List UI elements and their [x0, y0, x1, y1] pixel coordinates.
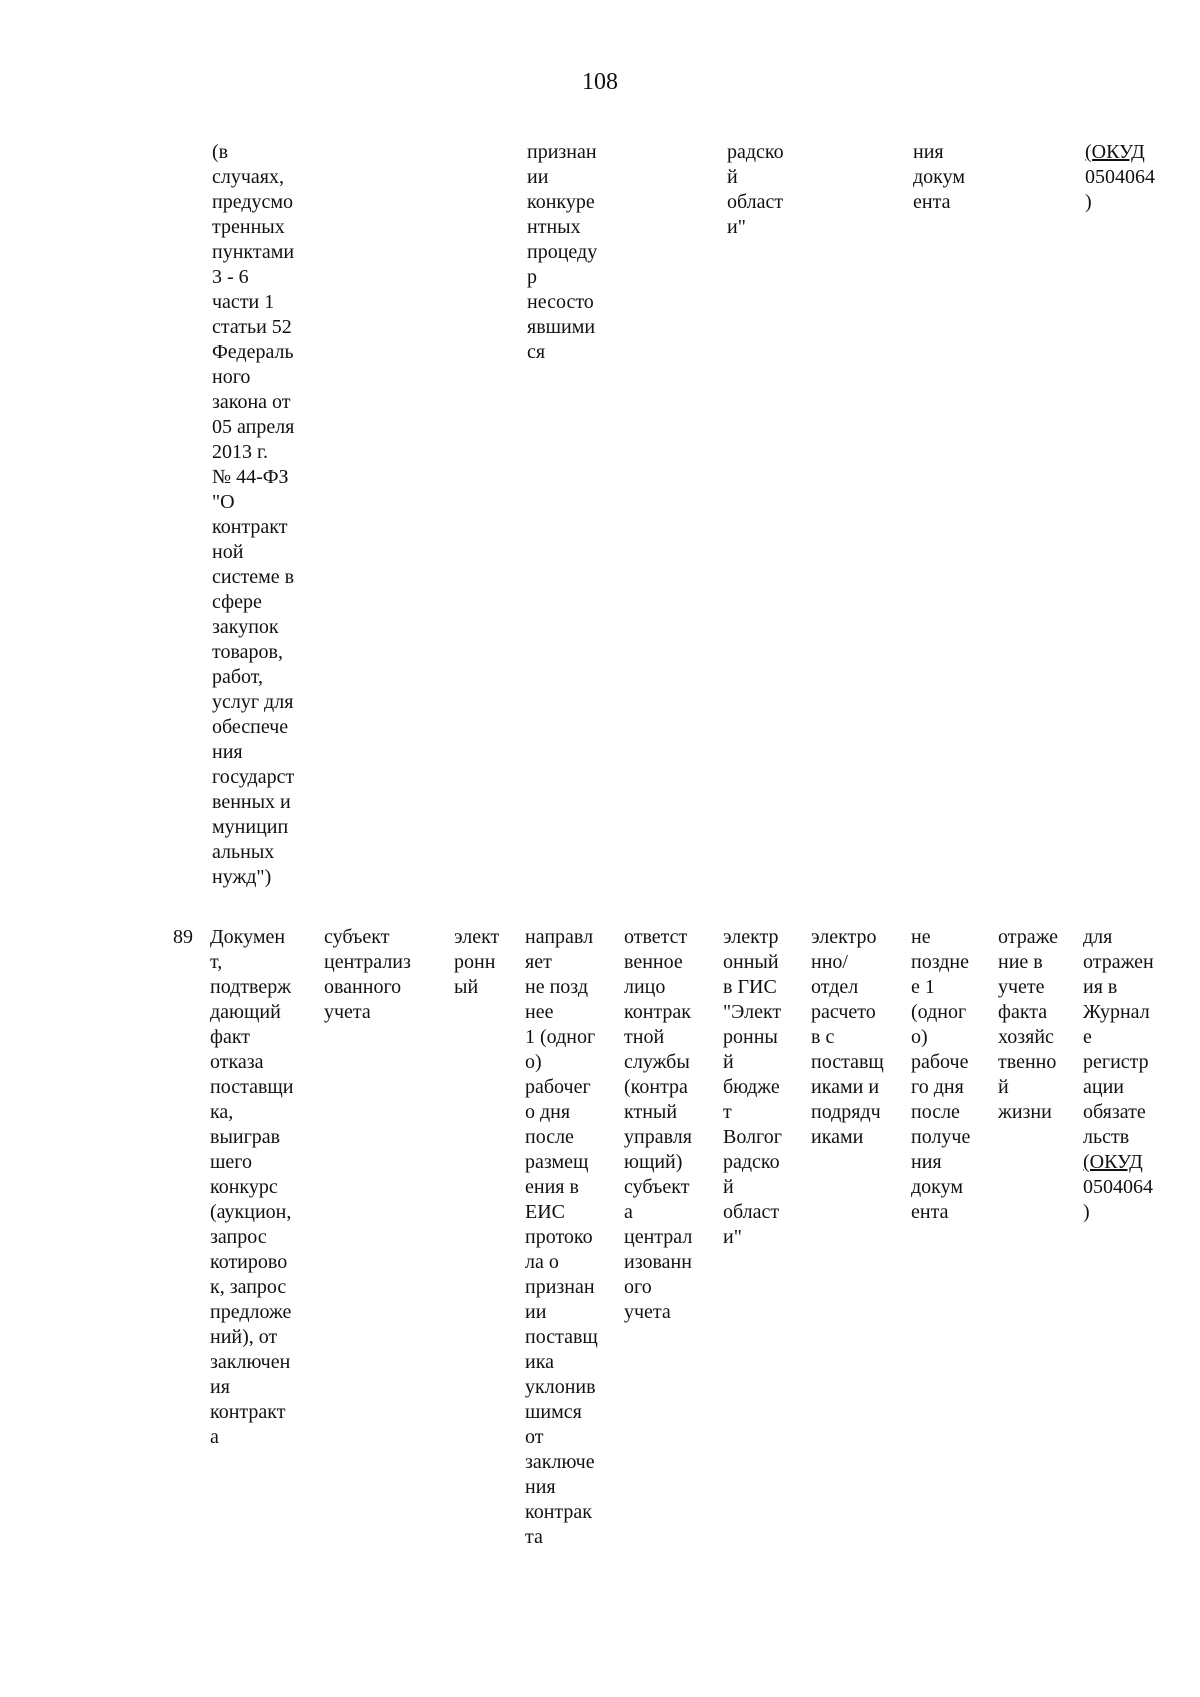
cell-line: после: [525, 1126, 574, 1148]
cell-line: ента: [911, 1201, 949, 1223]
cell-line: государст: [212, 766, 295, 788]
cell-line: ента: [913, 191, 951, 213]
cell-line: к, запрос: [210, 1276, 287, 1298]
cell-line: о): [525, 1051, 542, 1073]
cell-line: ия в: [1083, 976, 1118, 998]
row-number: 89: [173, 926, 193, 948]
cell-line: сфере: [212, 591, 262, 613]
cell-line: хозяйс: [998, 1026, 1054, 1048]
row-col-purpose: [1083, 925, 1154, 1225]
cell-line: лицо: [624, 976, 666, 998]
cell-line: конкурс: [210, 1176, 278, 1198]
cell-line: явшими: [527, 316, 596, 338]
cell-line: т: [723, 1101, 732, 1123]
cell-line: Федераль: [212, 341, 294, 363]
cell-line: обязате: [1083, 1101, 1146, 1123]
cell-line: й: [998, 1076, 1009, 1098]
cell-line: ного: [212, 366, 251, 388]
cell-line: а: [624, 1201, 633, 1223]
row-col-form: [454, 925, 499, 1000]
cell-line: ний), от: [210, 1326, 278, 1348]
cell-line: учета: [324, 1001, 371, 1023]
cell-line: от: [525, 1426, 544, 1448]
cell-line: учете: [998, 976, 1045, 998]
cell-line: отдел: [811, 976, 859, 998]
cell-line: бюдже: [723, 1076, 780, 1098]
cell-line: тренных: [212, 216, 285, 238]
cell-line: предусмо: [212, 191, 294, 213]
cell-line: изованн: [624, 1251, 692, 1273]
cont-col-receive-deadline: [913, 140, 965, 215]
cell-line: отказа: [210, 1051, 264, 1073]
cell-line: Журнал: [1083, 1001, 1150, 1023]
cell-line: ктный: [624, 1101, 678, 1123]
cell-line: отраже: [998, 926, 1059, 948]
row-col-receive-deadline: [911, 925, 970, 1225]
cell-line: го дня: [911, 1076, 964, 1098]
cell-line: 0504064: [1085, 166, 1155, 188]
cell-line: шимся: [525, 1401, 582, 1423]
cell-line: жизни: [998, 1101, 1052, 1123]
cell-line: й: [723, 1176, 734, 1198]
cell-line: иками и: [811, 1076, 880, 1098]
cell-line: процеду: [527, 241, 598, 263]
cell-line: протоко: [525, 1226, 593, 1248]
page-number: 108: [582, 69, 618, 95]
cell-line: ии: [527, 166, 549, 188]
cell-line: венное: [624, 951, 683, 973]
cell-line: пунктами: [212, 241, 295, 263]
cell-line: ронн: [454, 951, 496, 973]
cell-line: случаях,: [212, 166, 284, 188]
cell-line: (аукцион,: [210, 1201, 292, 1223]
cell-line: централ: [624, 1226, 693, 1248]
cell-line: ка,: [210, 1101, 234, 1123]
cell-line: нтных: [527, 216, 581, 238]
cell-line: шего: [210, 1151, 252, 1173]
cell-line: "О: [212, 491, 235, 513]
cell-line: заключе: [525, 1451, 595, 1473]
row-col-creator: [324, 925, 411, 1025]
cell-line: т,: [210, 951, 223, 973]
cell-line: ения в: [525, 1176, 579, 1198]
cell-line: рабочег: [525, 1076, 591, 1098]
cell-line: контрак: [525, 1501, 592, 1523]
cell-line: выиграв: [210, 1126, 281, 1148]
cell-line: факт: [210, 1026, 251, 1048]
cell-line: товаров,: [212, 641, 283, 663]
cell-line: работ,: [212, 666, 264, 688]
cell-line: ронны: [723, 1026, 778, 1048]
cell-line: электр: [723, 926, 779, 948]
cell-line: ого: [624, 1276, 652, 1298]
cell-line: ния: [212, 741, 243, 763]
cell-line: й: [723, 1051, 734, 1073]
cell-line: 0504064: [1083, 1176, 1153, 1198]
row-col-recipient: [811, 925, 884, 1150]
cell-line: № 44-ФЗ: [212, 466, 289, 488]
cell-line: закупок: [212, 616, 279, 638]
cell-line: ика: [525, 1351, 554, 1373]
cell-line: ЕИС: [525, 1201, 565, 1223]
cell-line: ющий): [624, 1151, 683, 1173]
cont-col-purpose: [1085, 140, 1155, 215]
cell-line: подтверж: [210, 976, 292, 998]
cell-line: расчето: [811, 1001, 876, 1023]
cell-line: факта: [998, 1001, 1048, 1023]
cell-line: части 1: [212, 291, 275, 313]
cell-line: ованного: [324, 976, 402, 998]
cell-line: уклонив: [525, 1376, 596, 1398]
cell-line: заключен: [210, 1351, 291, 1373]
cell-line: контракт: [212, 516, 288, 538]
cell-line: ния: [911, 1151, 942, 1173]
cell-line: несосто: [527, 291, 594, 313]
cell-line: Докумен: [210, 926, 286, 948]
cell-line: ): [1083, 1201, 1090, 1223]
cell-line: радско: [727, 141, 784, 163]
cell-line: докум: [913, 166, 966, 188]
cell-line: не: [911, 926, 931, 948]
cell-line: электро: [811, 926, 877, 948]
row-col-responsible: [624, 925, 692, 1325]
cell-line: ответст: [624, 926, 688, 948]
cell-line: област: [723, 1201, 780, 1223]
row-col-format: [723, 925, 782, 1250]
cell-line: ый: [454, 976, 479, 998]
cell-line: субъект: [624, 1176, 690, 1198]
cell-line: е 1: [911, 976, 935, 998]
cell-line: размещ: [525, 1151, 589, 1173]
cell-line: ия: [210, 1376, 230, 1398]
cell-line: ния: [525, 1476, 556, 1498]
cell-line: ла о: [525, 1251, 559, 1273]
cell-line: и": [723, 1226, 742, 1248]
cell-line: после: [911, 1101, 960, 1123]
cell-line: 05 апреля: [212, 416, 295, 438]
cell-line: онный: [723, 951, 779, 973]
cell-line: запрос: [210, 1226, 267, 1248]
cont-col-description: [212, 140, 294, 890]
cell-line: (в: [212, 141, 229, 163]
cell-line: 1 (одног: [525, 1026, 596, 1048]
cell-line: льств: [1083, 1126, 1130, 1148]
cell-line: для: [1083, 926, 1113, 948]
cell-line: ии: [525, 1301, 547, 1323]
cell-line: иками: [811, 1126, 864, 1148]
cell-line: е: [1083, 1026, 1092, 1048]
cell-line: службы: [624, 1051, 690, 1073]
cell-line: направл: [525, 926, 594, 948]
cell-line: "Элект: [723, 1001, 782, 1023]
cell-line: област: [727, 191, 784, 213]
cell-line: поставщи: [210, 1076, 294, 1098]
cell-line: та: [525, 1526, 543, 1548]
cell-line: о): [911, 1026, 928, 1048]
cell-line: о дня: [525, 1101, 571, 1123]
cell-line: ния: [913, 141, 944, 163]
cell-line: контрак: [624, 1001, 691, 1023]
cell-line: предложе: [210, 1301, 292, 1323]
cell-line: подрядч: [811, 1101, 881, 1123]
cell-line: централиз: [324, 951, 411, 973]
cell-line: признан: [527, 141, 597, 163]
cell-line: в с: [811, 1026, 835, 1048]
cell-line: нее: [525, 1001, 554, 1023]
cell-line: услуг для: [212, 691, 294, 713]
cell-line: ной: [212, 541, 244, 563]
cell-line: рабоче: [911, 1051, 969, 1073]
cell-line: признан: [525, 1276, 595, 1298]
cell-line: нно/: [811, 951, 848, 973]
cell-line: альных: [212, 841, 275, 863]
cell-line: не позд: [525, 976, 588, 998]
cell-line: системе в: [212, 566, 295, 588]
cell-line: элект: [454, 926, 500, 948]
cell-line: й: [727, 166, 738, 188]
row-col-deadline: [525, 925, 598, 1550]
cell-line: ации: [1083, 1076, 1124, 1098]
cell-line: управля: [624, 1126, 692, 1148]
cell-line: статьи 52: [212, 316, 292, 338]
cell-line: котирово: [210, 1251, 288, 1273]
cell-line: а: [210, 1426, 219, 1448]
cell-line: р: [527, 266, 537, 288]
cell-line: закона от: [212, 391, 291, 413]
cell-line: ние в: [998, 951, 1043, 973]
cell-line: контракт: [210, 1401, 286, 1423]
cell-line: конкуре: [527, 191, 595, 213]
cell-line: отражен: [1083, 951, 1154, 973]
cell-line: муницип: [212, 816, 289, 838]
cell-line: и": [727, 216, 746, 238]
cont-col-format: [727, 140, 784, 240]
cell-line: поставщ: [811, 1051, 884, 1073]
cell-line: 3 - 6: [212, 266, 249, 288]
row-col-reflection: [998, 925, 1058, 1125]
cell-line: венных и: [212, 791, 291, 813]
cell-line: ): [1085, 191, 1092, 213]
cell-line: нужд"): [212, 866, 272, 888]
row-col-description: [210, 925, 294, 1450]
cell-line: учета: [624, 1301, 671, 1323]
cell-line: (контра: [624, 1076, 688, 1098]
cell-line: твенно: [998, 1051, 1057, 1073]
cell-line: докум: [911, 1176, 964, 1198]
cell-line: тной: [624, 1026, 665, 1048]
cell-line: дающий: [210, 1001, 281, 1023]
cell-line: (ОКУД: [1085, 141, 1145, 163]
cell-line: ся: [527, 341, 546, 363]
cell-line: (ОКУД: [1083, 1151, 1143, 1173]
cell-line: получе: [911, 1126, 971, 1148]
cell-line: поздне: [911, 951, 969, 973]
cell-line: 2013 г.: [212, 441, 268, 463]
cont-col-deadline: [527, 140, 597, 365]
cell-line: поставщ: [525, 1326, 598, 1348]
cell-line: Волгог: [723, 1126, 782, 1148]
cell-line: радско: [723, 1151, 780, 1173]
cell-line: обеспече: [212, 716, 289, 738]
cell-line: в ГИС: [723, 976, 777, 998]
cell-line: субъект: [324, 926, 390, 948]
cell-line: (одног: [911, 1001, 967, 1023]
cell-line: регистр: [1083, 1051, 1149, 1073]
cell-line: яет: [525, 951, 552, 973]
